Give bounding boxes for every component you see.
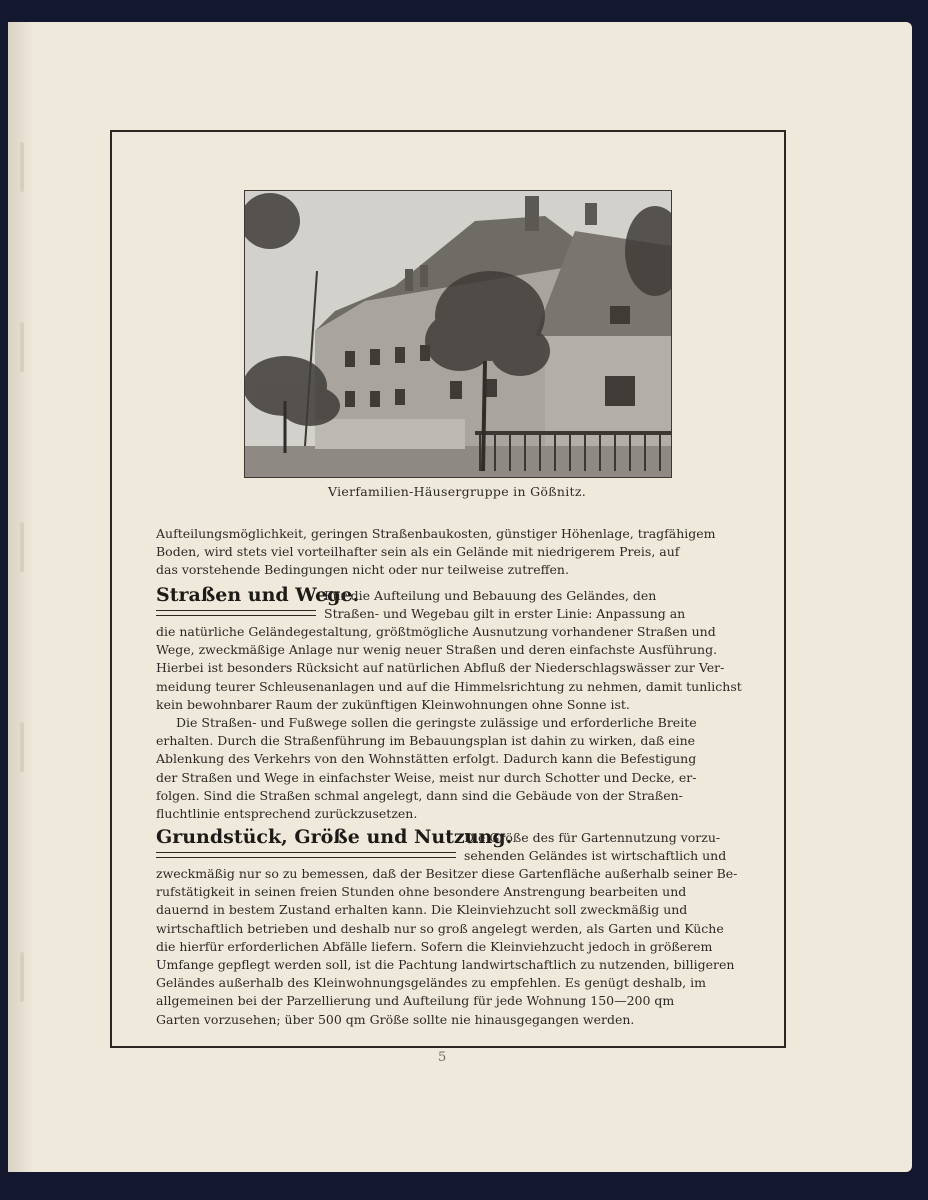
streets-paragraph: [156, 623, 784, 823]
binding-stitch: [20, 322, 24, 372]
text-frame: [110, 130, 786, 1048]
heading-underline: [156, 610, 316, 616]
house-photo: [244, 190, 672, 478]
text-line: wirtschaftlich betrieben und deshalb nur so groß angelegt werden, als Garten und Küche: [156, 920, 724, 936]
book-page: [8, 22, 912, 1172]
text-line: Garten vorzusehen; über 500 qm Größe sollte nie hinausgegangen werden.: [156, 1011, 635, 1027]
text-line: das vorstehende Bedingungen nicht oder nur teilweise zutreffen.: [156, 562, 569, 578]
text-line: Ablenkung des Verkehrs von den Wohnstätten erfolgt. Dadurch kann die Befestigung: [156, 751, 697, 767]
text-line: Geländes außerhalb des Kleinwohnungsgeländes zu empfehlen. Es genügt deshalb, im: [156, 975, 706, 991]
section-heading-streets: Straßen und Wege.: [156, 584, 360, 606]
heading-underline: [156, 852, 456, 858]
text-line: Straßen- und Wegebau gilt in erster Linie: Anpassung an: [324, 606, 686, 622]
text-line: Hierbei ist besonders Rücksicht auf natürlichen Abfluß der Niederschlagswässer zur Ver-: [156, 660, 725, 676]
text-line: meidung teurer Schleusenanlagen und auf die Himmelsrichtung zu nehmen, damit tunlichst: [156, 678, 742, 694]
text-line: Die Größe des für Gartennutzung vorzu-: [464, 830, 721, 845]
plot-side-text: [464, 829, 784, 865]
text-line: zweckmäßig nur so zu bemessen, daß der Besitzer diese Gartenfläche außerhalb seiner Be-: [156, 866, 738, 881]
text-line: die hierfür erforderlichen Abfälle liefern. Sofern die Kleinviehzucht jedoch in größerem: [156, 938, 713, 954]
binding-stitch: [20, 142, 24, 192]
streets-side-text: [324, 587, 784, 623]
photo-caption: Vierfamilien-Häusergruppe in Gößnitz.: [328, 484, 586, 499]
text-line: sehenden Geländes ist wirtschaftlich und: [464, 848, 727, 864]
text-line: allgemeinen bei der Parzellierung und Aufteilung für jede Wohnung 150—200 qm: [156, 993, 675, 1009]
text-line: Umfange gepflegt werden soll, ist die Pachtung landwirtschaftlich zu nutzenden, billigeren: [156, 957, 735, 973]
plot-paragraph: [156, 865, 784, 1029]
text-line: fluchtlinie entsprechend zurückzusetzen.: [156, 806, 418, 822]
text-line: kein bewohnbarer Raum der zukünftigen Kleinwohnungen ohne Sonne ist.: [156, 696, 630, 712]
text-line: erhalten. Durch die Straßenführung im Bebauungsplan ist dahin zu wirken, daß eine: [156, 733, 696, 749]
text-line: dauernd in bestem Zustand erhalten kann. Die Kleinviehzucht soll zweckmäßig und: [156, 902, 688, 918]
text-line: Wege, zweckmäßige Anlage nur wenig neuer Straßen und deren einfachste Ausführung.: [156, 642, 718, 658]
text-line: der Straßen und Wege in einfachster Weise, meist nur durch Schotter und Decke, er-: [156, 769, 697, 785]
binding-stitch: [20, 952, 24, 1002]
text-line: Aufteilungsmöglichkeit, geringen Straßenbaukosten, günstiger Höhenlage, tragfähigem: [156, 526, 716, 541]
page-number: 5: [438, 1050, 447, 1065]
binding-stitch: [20, 722, 24, 772]
section-heading-plot: Grundstück, Größe und Nutzung.: [156, 826, 513, 848]
text-line: rufstätigkeit in seinen freien Stunden ohne besondere Anstrengung bearbeiten und: [156, 884, 687, 900]
text-line: Für die Aufteilung und Bebauung des Geländes, den: [324, 588, 657, 603]
text-line: folgen. Sind die Straßen schmal angelegt, dann sind die Gebäude von der Straßen-: [156, 787, 683, 803]
text-line: Die Straßen- und Fußwege sollen die geringste zulässige und erforderliche Breite: [176, 715, 697, 731]
text-line: die natürliche Geländegestaltung, größtmögliche Ausnutzung vorhandener Straßen und: [156, 624, 716, 639]
intro-paragraph: [156, 525, 784, 580]
text-line: Boden, wird stets viel vorteilhafter sein als ein Gelände mit niedrigerem Preis, auf: [156, 544, 680, 560]
binding-stitch: [20, 522, 24, 572]
